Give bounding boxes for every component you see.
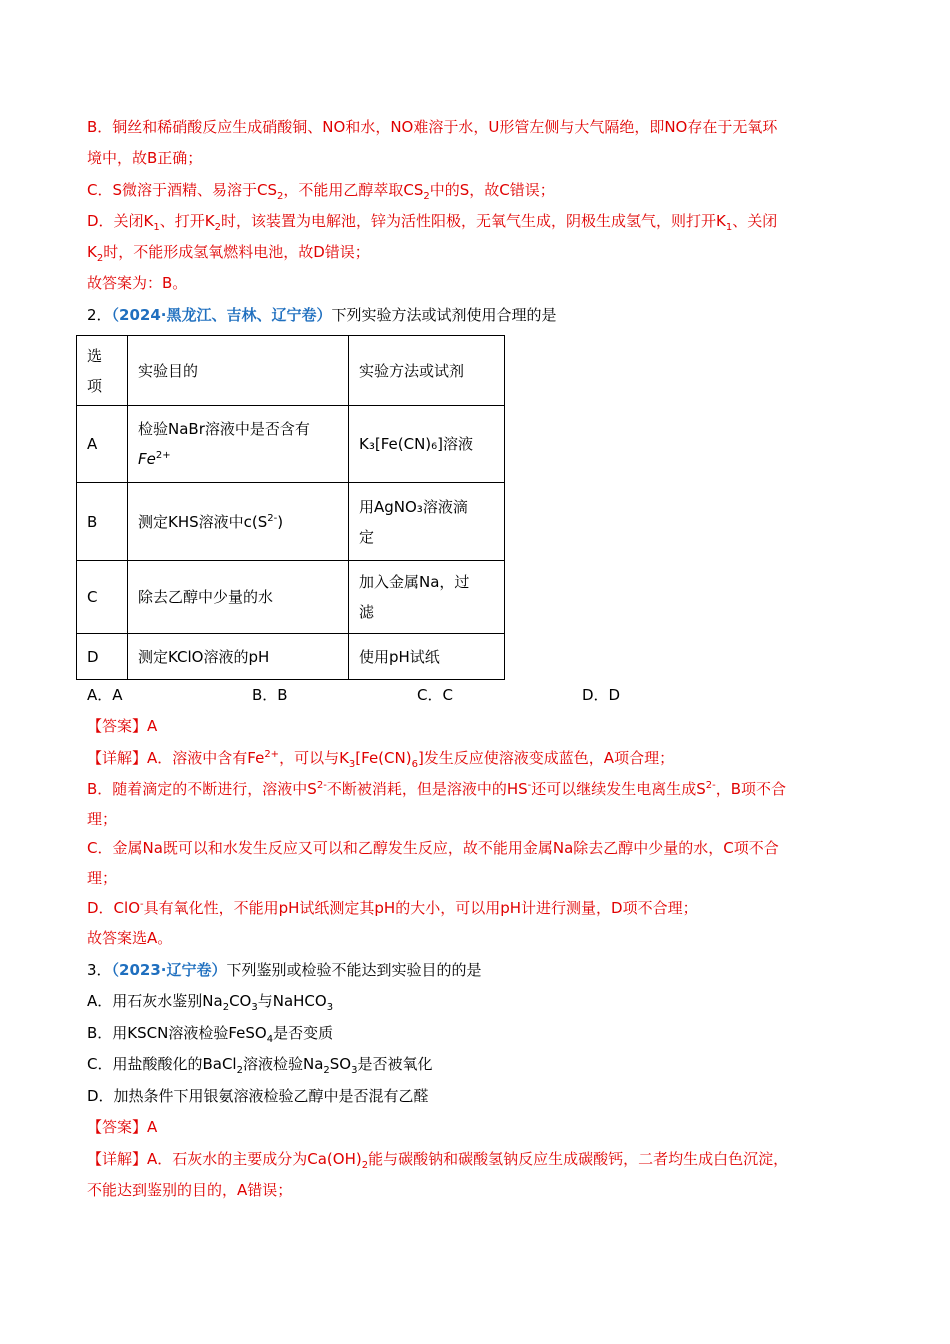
q1-option-d-line2: $K_2$时，不能形成氢氧燃料电池，故D错误； — [87, 243, 370, 264]
q2-source: （2024·黑龙江、吉林、辽宁卷） — [111, 306, 332, 324]
q3-option-c: C．用盐酸酸化的BaCl$_2$溶液检验$Na_2SO_3$是否被氧化 — [87, 1055, 433, 1076]
table-row — [77, 406, 505, 483]
header-method: 实验方法或试剂 — [349, 336, 505, 406]
header-purpose: 实验目的 — [128, 336, 349, 406]
q2-answer: 【答案】A — [87, 717, 158, 735]
q2-conclusion: 故答案选A。 — [87, 929, 173, 947]
q1-option-d-line1: D．关闭$K_1$、打开$K_2$时，该装置为电解池，锌为活性阳极，无氧气生成，阴极生成氢气，则打开$K_1$、关闭 — [87, 212, 778, 233]
table-row — [77, 483, 505, 561]
row-purpose: 检验NaBr溶液中是否含有 $Fe^{2+}$ — [128, 406, 349, 483]
row-option: B — [77, 483, 128, 561]
q2-option-d: D．D — [582, 686, 621, 704]
q3-detail-line2: 不能达到鉴别的目的，A错误； — [87, 1181, 293, 1199]
row-purpose: 除去乙醇中少量的水 — [128, 561, 349, 634]
row-method: K₃[Fe(CN)₆]溶液 — [349, 406, 505, 483]
q3-option-d: D．加热条件下用银氨溶液检验乙醇中是否混有乙醛 — [87, 1087, 429, 1105]
table-row — [77, 561, 505, 634]
q2-option-a: A．A — [87, 686, 123, 704]
q3-detail-line1: 【详解】A．石灰水的主要成分为$Ca(OH)_2$能与碳酸钠和碳酸氢钠反应生成碳酸钙，二者均生成白色沉淀， — [87, 1150, 789, 1171]
row-method: 加入金属Na，过 滤 — [349, 561, 505, 634]
q2-option-c: C．C — [417, 686, 453, 704]
q2-detail-c-line1: C．金属Na既可以和水发生反应又可以和乙醇发生反应，故不能用金属Na除去乙醇中少量的水，C项不合 — [87, 839, 779, 857]
q2-options — [87, 684, 787, 704]
q2-detail-d: D．ClO-具有氧化性，不能用pH试纸测定其pH的大小，可以用pH计进行测量，D项不合理； — [87, 899, 698, 917]
q1-option-b-line1: B．铜丝和稀硝酸反应生成硝酸铜、NO和水，NO难溶于水，U形管左侧与大气隔绝，即NO存在于无氧环 — [87, 118, 778, 136]
q3-stem: 3．（2023·辽宁卷）下列鉴别或检验不能达到实验目的的是 — [87, 961, 482, 979]
q3-source: （2023·辽宁卷） — [111, 961, 227, 979]
table-row — [77, 634, 505, 680]
header-option: 选 项 — [77, 336, 128, 406]
row-method: 用AgNO₃溶液滴 定 — [349, 483, 505, 561]
q2-detail-b-line1: B．随着滴定的不断进行，溶液中$S^{2-}$不断被消耗，但是溶液中的HS-还可以继续发生电离生成$S^{2-}$，B项不合 — [87, 780, 787, 798]
q2-option-b: B．B — [252, 686, 288, 704]
row-purpose: 测定KClO溶液的pH — [128, 634, 349, 680]
row-option: A — [77, 406, 128, 483]
q3-option-a: A．用石灰水鉴别$Na_2CO_3$与NaHCO$_3$ — [87, 992, 334, 1013]
q1-option-c: C．S微溶于酒精、易溶于$CS_2$，不能用乙醇萃取$CS_2$中的S，故C错误； — [87, 181, 555, 202]
q3-option-b: B．用KSCN溶液检验FeSO$_4$是否变质 — [87, 1024, 334, 1045]
q1-answer: 故答案为：B。 — [87, 274, 188, 292]
row-purpose: 测定KHS溶液中$c(S^{2-})$ — [128, 483, 349, 561]
q3-answer: 【答案】A — [87, 1118, 158, 1136]
q2-detail-a: 【详解】A．溶液中含有$Fe^{2+}$，可以与$K_3[Fe(CN)_6]$发生反应使溶液变成蓝色，A项合理； — [87, 749, 675, 770]
row-option: C — [77, 561, 128, 634]
table-header-row — [77, 336, 505, 406]
q2-detail-c-line2: 理； — [87, 869, 118, 887]
q2-detail-b-line2: 理； — [87, 810, 118, 828]
q1-option-b-line2: 境中，故B正确； — [87, 149, 203, 167]
row-option: D — [77, 634, 128, 680]
q2-stem: 2．（2024·黑龙江、吉林、辽宁卷）下列实验方法或试剂使用合理的是 — [87, 306, 557, 324]
q2-table — [76, 335, 505, 680]
row-method: 使用pH试纸 — [349, 634, 505, 680]
